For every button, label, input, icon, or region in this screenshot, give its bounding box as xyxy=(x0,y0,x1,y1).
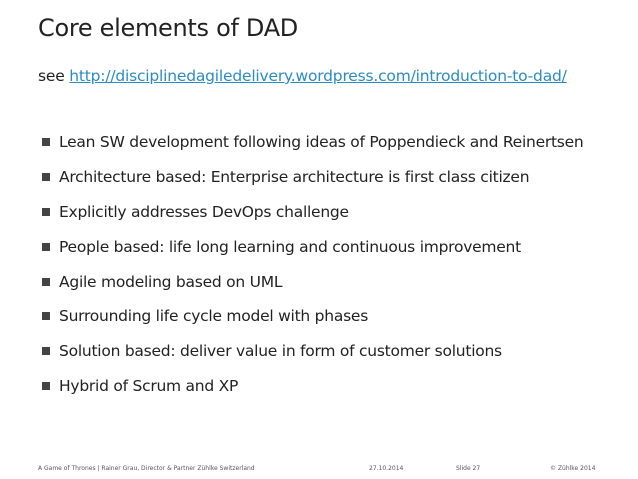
bullet-item xyxy=(42,195,584,230)
bullet-list xyxy=(42,125,584,403)
bullet-item xyxy=(42,299,584,334)
footer-copyright: © Zühlke 2014 xyxy=(550,465,596,472)
dad-introduction-link[interactable]: http://disciplinedagiledelivery.wordpress.com/introduction-to-dad/ xyxy=(69,67,567,85)
subtitle xyxy=(38,67,567,85)
bullet-text: Architecture based: Enterprise architecture is first class citizen xyxy=(59,168,530,187)
square-bullet-icon xyxy=(42,347,50,355)
square-bullet-icon xyxy=(42,382,50,390)
square-bullet-icon xyxy=(42,312,50,320)
bullet-text: Solution based: deliver value in form of customer solutions xyxy=(59,342,502,361)
bullet-item xyxy=(42,125,584,160)
square-bullet-icon xyxy=(42,173,50,181)
bullet-item xyxy=(42,334,584,369)
bullet-item xyxy=(42,160,584,195)
bullet-text: Agile modeling based on UML xyxy=(59,272,283,291)
bullet-item xyxy=(42,229,584,264)
bullet-text: Surrounding life cycle model with phases xyxy=(59,307,369,326)
bullet-text: People based: life long learning and continuous improvement xyxy=(59,237,521,256)
slide-title: Core elements of DAD xyxy=(38,14,298,42)
square-bullet-icon xyxy=(42,243,50,251)
bullet-item xyxy=(42,369,584,404)
square-bullet-icon xyxy=(42,208,50,216)
bullet-item xyxy=(42,264,584,299)
footer-date: 27.10.2014 xyxy=(369,465,404,472)
square-bullet-icon xyxy=(42,278,50,286)
bullet-text: Hybrid of Scrum and XP xyxy=(59,376,239,395)
bullet-text: Lean SW development following ideas of Poppendieck and Reinertsen xyxy=(59,133,584,152)
bullet-text: Explicitly addresses DevOps challenge xyxy=(59,202,349,221)
subtitle-prefix: see xyxy=(38,67,70,85)
footer-presentation: A Game of Thrones | Rainer Grau, Director & Partner Zühlke Switzerland xyxy=(38,465,255,472)
square-bullet-icon xyxy=(42,138,50,146)
footer-slide-number: Slide 27 xyxy=(456,465,481,472)
